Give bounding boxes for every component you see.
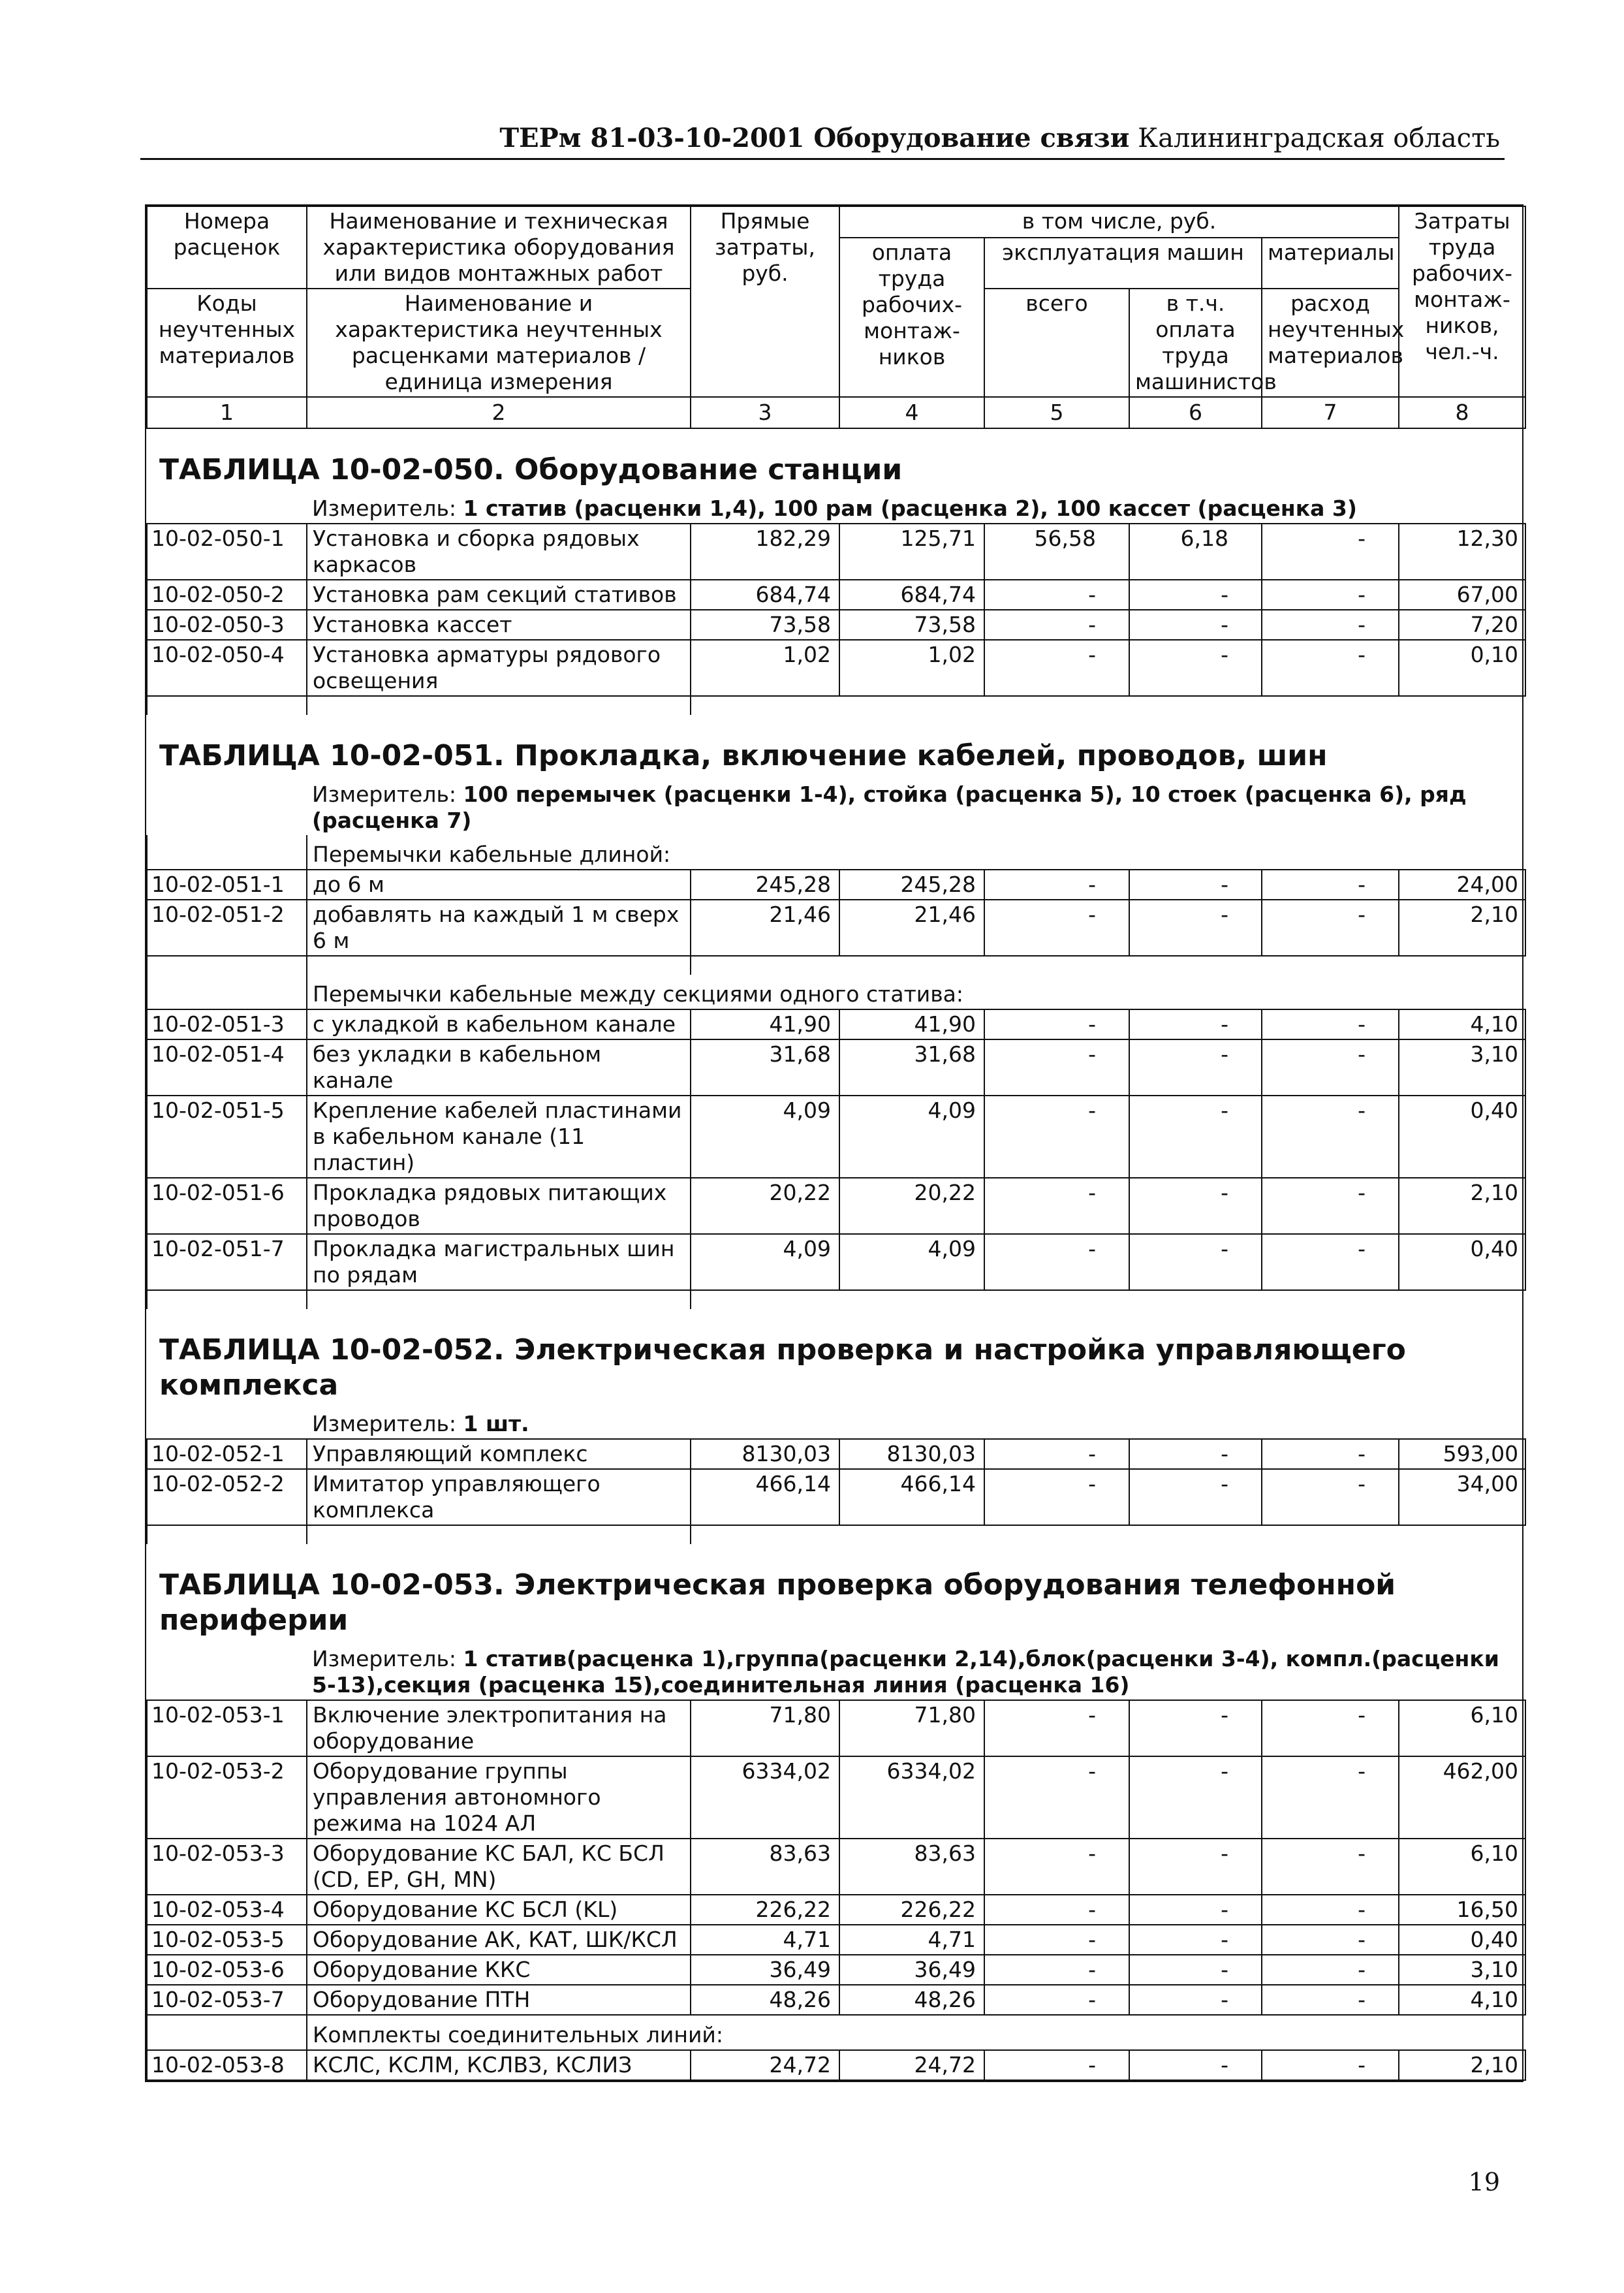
rate-name: Установка рам секций стативов [307, 580, 691, 610]
direct-cost-cell: 48,26 [691, 1985, 839, 2015]
worker-pay-cell: 245,28 [839, 870, 984, 900]
operator-pay-cell: - [1129, 1955, 1262, 1985]
worker-pay-cell: 21,46 [839, 900, 984, 956]
labor-hours-cell: 16,50 [1399, 1895, 1525, 1925]
rate-code: 10-02-050-3 [147, 610, 307, 640]
rate-code: 10-02-051-4 [147, 1039, 307, 1096]
operator-pay-cell: - [1129, 1009, 1262, 1039]
rate-name: Включение электропитания на оборудование [307, 1700, 691, 1756]
machine-total-cell: - [984, 640, 1129, 696]
operator-pay-cell: - [1129, 1925, 1262, 1955]
operator-pay-cell: - [1129, 1096, 1262, 1178]
machine-total-cell: - [984, 580, 1129, 610]
materials-cell: - [1262, 900, 1399, 956]
direct-cost-cell: 36,49 [691, 1955, 839, 1985]
operator-pay-cell: - [1129, 1756, 1262, 1839]
materials-cell: - [1262, 1985, 1399, 2015]
header-operator-pay: в т.ч. оплата труда машинистов [1129, 289, 1262, 397]
column-number: 1 [147, 397, 307, 428]
column-number: 3 [691, 397, 839, 428]
direct-cost-cell: 4,09 [691, 1234, 839, 1290]
table-row [147, 1469, 1525, 1525]
meter-row [147, 780, 1525, 835]
materials-cell: - [1262, 1925, 1399, 1955]
labor-hours-cell: 0,40 [1399, 1925, 1525, 1955]
rate-code: 10-02-050-1 [147, 524, 307, 580]
rate-code: 10-02-050-2 [147, 580, 307, 610]
header-work-name: Наименование и техническая характеристика оборудования или видов монтажных работ [307, 206, 691, 289]
materials-cell: - [1262, 1009, 1399, 1039]
rate-name: Оборудование КС БАЛ, КС БСЛ (CD, EP, GH, MN) [307, 1839, 691, 1895]
section-table [146, 780, 1526, 1309]
table-row [147, 1009, 1525, 1039]
labor-hours-cell: 6,10 [1399, 1700, 1525, 1756]
materials-cell: - [1262, 640, 1399, 696]
direct-cost-cell: 41,90 [691, 1009, 839, 1039]
rate-name: КСЛС, КСЛМ, КСЛВЗ, КСЛИЗ [307, 2050, 691, 2080]
materials-cell: - [1262, 524, 1399, 580]
table-row [147, 1439, 1525, 1469]
meter-label: Измеритель: [312, 782, 463, 807]
worker-pay-cell: 71,80 [839, 1700, 984, 1756]
machine-total-cell: - [984, 610, 1129, 640]
materials-cell: - [1262, 1700, 1399, 1756]
worker-pay-cell: 125,71 [839, 524, 984, 580]
worker-pay-cell: 31,68 [839, 1039, 984, 1096]
rate-code: 10-02-053-8 [147, 2050, 307, 2080]
rate-name: Оборудование ПТН [307, 1985, 691, 2015]
direct-cost-cell: 83,63 [691, 1839, 839, 1895]
table-row [147, 2050, 1525, 2080]
column-number: 2 [307, 397, 691, 428]
machine-total-cell: - [984, 1178, 1129, 1234]
labor-hours-cell: 2,10 [1399, 900, 1525, 956]
rate-code: 10-02-051-5 [147, 1096, 307, 1178]
operator-pay-cell: - [1129, 1039, 1262, 1096]
materials-cell: - [1262, 1469, 1399, 1525]
materials-cell: - [1262, 580, 1399, 610]
header-labor-hours: Затраты труда рабочих-монтаж-ников, чел.-ч. [1399, 206, 1525, 397]
direct-cost-cell: 4,71 [691, 1925, 839, 1955]
table-row [147, 1895, 1525, 1925]
rates-table [145, 204, 1523, 2082]
materials-cell: - [1262, 2050, 1399, 2080]
table-row [147, 870, 1525, 900]
worker-pay-cell: 20,22 [839, 1178, 984, 1234]
table-row [147, 524, 1525, 580]
header-worker-pay: оплата труда рабочих-монтаж-ников [839, 238, 984, 397]
direct-cost-cell: 73,58 [691, 610, 839, 640]
direct-cost-cell: 684,74 [691, 580, 839, 610]
labor-hours-cell: 0,10 [1399, 640, 1525, 696]
running-header-region: Калининградская область [1129, 123, 1500, 153]
materials-cell: - [1262, 1039, 1399, 1096]
section-table [146, 1410, 1526, 1544]
meter-value: 100 перемычек (расценки 1-4), стойка (расценка 5), 10 стоек (расценка 6), ряд (расценка 7) [312, 782, 1467, 833]
table-row [147, 1096, 1525, 1178]
rate-code: 10-02-052-1 [147, 1439, 307, 1469]
worker-pay-cell: 48,26 [839, 1985, 984, 2015]
labor-hours-cell: 4,10 [1399, 1985, 1525, 2015]
operator-pay-cell: - [1129, 1895, 1262, 1925]
worker-pay-cell: 4,71 [839, 1925, 984, 1955]
table-row [147, 1925, 1525, 1955]
subheader-row [147, 835, 1525, 870]
machine-total-cell: - [984, 870, 1129, 900]
operator-pay-cell: - [1129, 610, 1262, 640]
header-rate-numbers: Номера расценок [147, 206, 307, 289]
rate-code: 10-02-053-6 [147, 1955, 307, 1985]
rate-code: 10-02-053-5 [147, 1925, 307, 1955]
worker-pay-cell: 684,74 [839, 580, 984, 610]
column-number: 4 [839, 397, 984, 428]
materials-cell: - [1262, 1839, 1399, 1895]
direct-cost-cell: 24,72 [691, 2050, 839, 2080]
header-rule [140, 158, 1505, 160]
rate-name: Оборудование ККС [307, 1955, 691, 1985]
section-table [146, 1645, 1526, 2081]
header-material-codes: Коды неучтенных материалов [147, 289, 307, 397]
rate-name: Прокладка рядовых питающих проводов [307, 1178, 691, 1234]
meter-row [147, 1410, 1525, 1439]
group-subheader: Комплекты соединительных линий: [307, 2015, 1525, 2050]
machine-total-cell: - [984, 1756, 1129, 1839]
subheader-row [147, 975, 1525, 1009]
worker-pay-cell: 24,72 [839, 2050, 984, 2080]
machine-total-cell: - [984, 2050, 1129, 2080]
rate-name: Оборудование КС БСЛ (KL) [307, 1895, 691, 1925]
worker-pay-cell: 8130,03 [839, 1439, 984, 1469]
rate-name: Установка и сборка рядовых каркасов [307, 524, 691, 580]
materials-cell: - [1262, 1178, 1399, 1234]
direct-cost-cell: 20,22 [691, 1178, 839, 1234]
column-number: 5 [984, 397, 1129, 428]
header-direct-costs: Прямые затраты, руб. [691, 206, 839, 397]
rate-name: до 6 м [307, 870, 691, 900]
operator-pay-cell: - [1129, 2050, 1262, 2080]
column-number: 7 [1262, 397, 1399, 428]
worker-pay-cell: 226,22 [839, 1895, 984, 1925]
rate-name: Оборудование АК, КАТ, ШК/КСЛ [307, 1925, 691, 1955]
direct-cost-cell: 31,68 [691, 1039, 839, 1096]
table-row [147, 1955, 1525, 1985]
machine-total-cell: - [984, 1439, 1129, 1469]
operator-pay-cell: 6,18 [1129, 524, 1262, 580]
rate-code: 10-02-052-2 [147, 1469, 307, 1525]
direct-cost-cell: 6334,02 [691, 1756, 839, 1839]
materials-cell: - [1262, 1955, 1399, 1985]
header-machine-operation: эксплуатация машин [984, 238, 1262, 289]
labor-hours-cell: 6,10 [1399, 1839, 1525, 1895]
direct-cost-cell: 466,14 [691, 1469, 839, 1525]
meter-value: 1 шт. [463, 1411, 529, 1436]
operator-pay-cell: - [1129, 1178, 1262, 1234]
materials-cell: - [1262, 1756, 1399, 1839]
rate-code: 10-02-051-6 [147, 1178, 307, 1234]
header-machine-total: всего [984, 289, 1129, 397]
header-materials: материалы [1262, 238, 1399, 289]
direct-cost-cell: 21,46 [691, 900, 839, 956]
rate-code: 10-02-053-3 [147, 1839, 307, 1895]
meter-value: 1 статив (расценки 1,4), 100 рам (расценка 2), 100 кассет (расценка 3) [463, 496, 1357, 521]
table-row [147, 640, 1525, 696]
meter-label: Измеритель: [312, 496, 463, 521]
group-subheader: Перемычки кабельные между секциями одного статива: [307, 975, 1525, 1009]
rate-code: 10-02-051-7 [147, 1234, 307, 1290]
direct-cost-cell: 182,29 [691, 524, 839, 580]
section-title: ТАБЛИЦА 10-02-052. Электрическая проверка и настройка управляющего комплекса [159, 1333, 1406, 1402]
direct-cost-cell: 1,02 [691, 640, 839, 696]
group-subheader: Перемычки кабельные длиной: [307, 835, 1525, 870]
table-row [147, 1700, 1525, 1756]
rate-code: 10-02-053-4 [147, 1895, 307, 1925]
table-row [147, 1756, 1525, 1839]
rate-code: 10-02-051-1 [147, 870, 307, 900]
direct-cost-cell: 71,80 [691, 1700, 839, 1756]
labor-hours-cell: 3,10 [1399, 1955, 1525, 1985]
header-including: в том числе, руб. [839, 206, 1399, 238]
machine-total-cell: - [984, 1039, 1129, 1096]
table-row [147, 1234, 1525, 1290]
rate-name: Управляющий комплекс [307, 1439, 691, 1469]
table-row [147, 1985, 1525, 2015]
direct-cost-cell: 8130,03 [691, 1439, 839, 1469]
labor-hours-cell: 0,40 [1399, 1234, 1525, 1290]
worker-pay-cell: 4,09 [839, 1096, 984, 1178]
worker-pay-cell: 41,90 [839, 1009, 984, 1039]
column-number: 6 [1129, 397, 1262, 428]
materials-cell: - [1262, 1439, 1399, 1469]
table-row [147, 900, 1525, 956]
operator-pay-cell: - [1129, 1234, 1262, 1290]
column-number: 8 [1399, 397, 1525, 428]
machine-total-cell: - [984, 900, 1129, 956]
labor-hours-cell: 3,10 [1399, 1039, 1525, 1096]
operator-pay-cell: - [1129, 640, 1262, 696]
worker-pay-cell: 1,02 [839, 640, 984, 696]
section-title: ТАБЛИЦА 10-02-050. Оборудование станции [159, 453, 903, 486]
rate-name: добавлять на каждый 1 м сверх 6 м [307, 900, 691, 956]
rate-code: 10-02-053-7 [147, 1985, 307, 2015]
machine-total-cell: - [984, 1700, 1129, 1756]
rate-code: 10-02-053-1 [147, 1700, 307, 1756]
machine-total-cell: - [984, 1985, 1129, 2015]
machine-total-cell: - [984, 1895, 1129, 1925]
column-header [146, 206, 1526, 429]
worker-pay-cell: 466,14 [839, 1469, 984, 1525]
labor-hours-cell: 7,20 [1399, 610, 1525, 640]
operator-pay-cell: - [1129, 580, 1262, 610]
rate-code: 10-02-051-3 [147, 1009, 307, 1039]
meter-row [147, 1645, 1525, 1700]
table-row [147, 1178, 1525, 1234]
worker-pay-cell: 6334,02 [839, 1756, 984, 1839]
labor-hours-cell: 12,30 [1399, 524, 1525, 580]
machine-total-cell: - [984, 1925, 1129, 1955]
meter-value: 1 статив(расценка 1),группа(расценки 2,14),блок(расценки 3-4), компл.(расценки 5-13),секция (расценка 15),соединительная линия (расценка 16) [312, 1646, 1499, 1698]
operator-pay-cell: - [1129, 870, 1262, 900]
meter-label: Измеритель: [312, 1411, 463, 1436]
operator-pay-cell: - [1129, 900, 1262, 956]
machine-total-cell: - [984, 1234, 1129, 1290]
direct-cost-cell: 245,28 [691, 870, 839, 900]
table-row [147, 1039, 1525, 1096]
labor-hours-cell: 0,40 [1399, 1096, 1525, 1178]
subheader-row [147, 2015, 1525, 2050]
section-title: ТАБЛИЦА 10-02-053. Электрическая проверка оборудования телефонной периферии [159, 1568, 1396, 1637]
rate-name: Прокладка магистральных шин по рядам [307, 1234, 691, 1290]
operator-pay-cell: - [1129, 1839, 1262, 1895]
page-number: 19 [1468, 2168, 1500, 2196]
meter-row [147, 494, 1525, 524]
running-header-bold: ТЕРм 81-03-10-2001 Оборудование связи [499, 123, 1130, 153]
header-material-names: Наименование и характеристика неучтенных расценками материалов / единица измерения [307, 289, 691, 397]
worker-pay-cell: 4,09 [839, 1234, 984, 1290]
rate-name: с укладкой в кабельном канале [307, 1009, 691, 1039]
labor-hours-cell: 4,10 [1399, 1009, 1525, 1039]
direct-cost-cell: 4,09 [691, 1096, 839, 1178]
materials-cell: - [1262, 1895, 1399, 1925]
rate-name: Установка кассет [307, 610, 691, 640]
materials-cell: - [1262, 870, 1399, 900]
operator-pay-cell: - [1129, 1700, 1262, 1756]
machine-total-cell: 56,58 [984, 524, 1129, 580]
column-numbers-row [147, 397, 1525, 428]
machine-total-cell: - [984, 1096, 1129, 1178]
labor-hours-cell: 2,10 [1399, 1178, 1525, 1234]
materials-cell: - [1262, 610, 1399, 640]
rate-name: Оборудование группы управления автономного режима на 1024 АЛ [307, 1756, 691, 1839]
labor-hours-cell: 462,00 [1399, 1756, 1525, 1839]
worker-pay-cell: 83,63 [839, 1839, 984, 1895]
table-row [147, 1839, 1525, 1895]
machine-total-cell: - [984, 1839, 1129, 1895]
machine-total-cell: - [984, 1009, 1129, 1039]
worker-pay-cell: 36,49 [839, 1955, 984, 1985]
rate-code: 10-02-050-4 [147, 640, 307, 696]
table-row [147, 580, 1525, 610]
worker-pay-cell: 73,58 [839, 610, 984, 640]
materials-cell: - [1262, 1234, 1399, 1290]
labor-hours-cell: 67,00 [1399, 580, 1525, 610]
labor-hours-cell: 2,10 [1399, 2050, 1525, 2080]
labor-hours-cell: 593,00 [1399, 1439, 1525, 1469]
rate-name: Имитатор управляющего комплекса [307, 1469, 691, 1525]
rate-name: Установка арматуры рядового освещения [307, 640, 691, 696]
operator-pay-cell: - [1129, 1985, 1262, 2015]
rate-name: Крепление кабелей пластинами в кабельном канале (11 пластин) [307, 1096, 691, 1178]
machine-total-cell: - [984, 1955, 1129, 1985]
table-row [147, 610, 1525, 640]
machine-total-cell: - [984, 1469, 1129, 1525]
rate-code: 10-02-053-2 [147, 1756, 307, 1839]
rate-name: без укладки в кабельном канале [307, 1039, 691, 1096]
labor-hours-cell: 24,00 [1399, 870, 1525, 900]
operator-pay-cell: - [1129, 1469, 1262, 1525]
table-body [146, 429, 1522, 2081]
operator-pay-cell: - [1129, 1439, 1262, 1469]
rate-code: 10-02-051-2 [147, 900, 307, 956]
header-material-usage: расход неучтенных материалов [1262, 289, 1399, 397]
meter-label: Измеритель: [312, 1646, 463, 1671]
materials-cell: - [1262, 1096, 1399, 1178]
labor-hours-cell: 34,00 [1399, 1469, 1525, 1525]
section-table [146, 494, 1526, 715]
direct-cost-cell: 226,22 [691, 1895, 839, 1925]
section-title: ТАБЛИЦА 10-02-051. Прокладка, включение кабелей, проводов, шин [159, 739, 1328, 772]
running-header [499, 123, 1500, 153]
